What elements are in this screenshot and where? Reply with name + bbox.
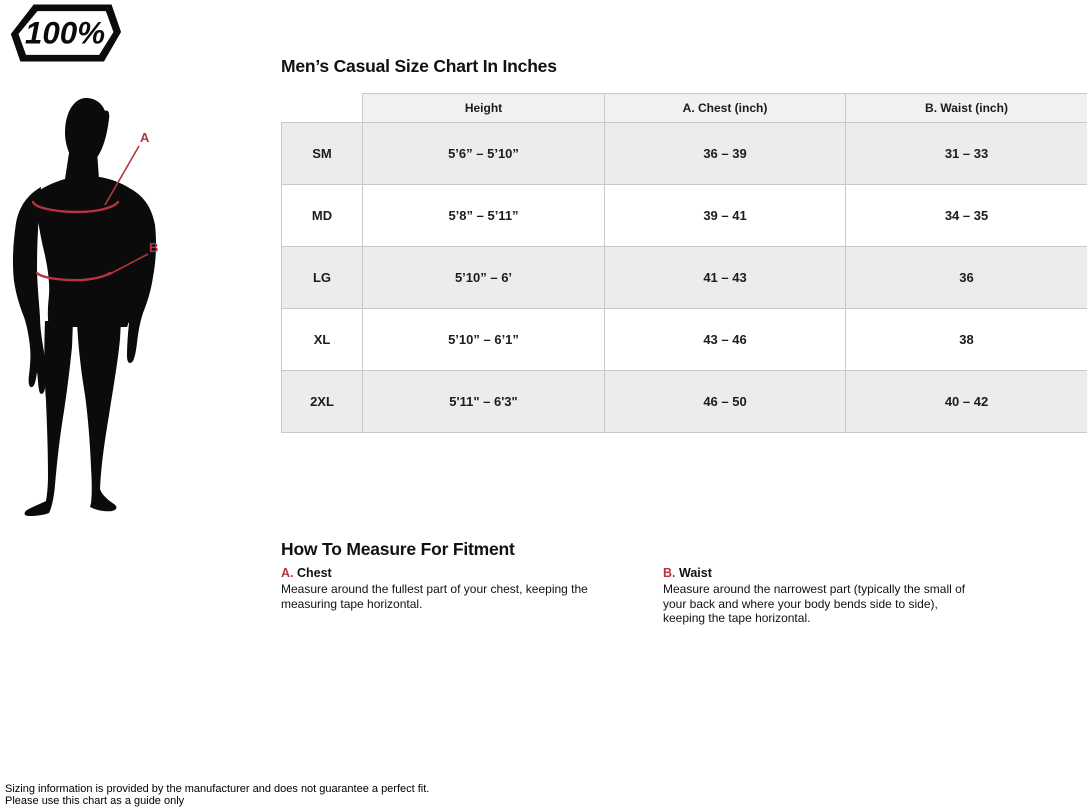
chest-column-header: A. Chest (inch) (605, 94, 846, 123)
size-label: SM (282, 123, 363, 185)
waist-value: 31 – 33 (846, 123, 1087, 185)
measure-waist-letter: B. (663, 566, 676, 580)
measure-item-chest (281, 566, 591, 611)
height-value: 5'11" – 6'3" (363, 371, 605, 433)
body-measurement-diagram (2, 92, 172, 523)
measure-chest-name: Chest (296, 566, 332, 580)
waist-value: 36 (846, 247, 1087, 309)
height-value: 5’10” – 6’ (363, 247, 605, 309)
waist-value: 34 – 35 (846, 185, 1087, 247)
size-chart-title: Men’s Casual Size Chart In Inches (281, 56, 557, 76)
measure-chest-description: Measure around the fullest part of your chest, keeping the measuring tape horizontal. (281, 582, 588, 611)
waist-marker-label: B (149, 240, 159, 255)
height-column-header: Height (363, 94, 605, 123)
height-value: 5’10” – 6’1” (363, 309, 605, 371)
size-row-sm (282, 123, 1087, 185)
brand-logo-icon (8, 2, 122, 64)
chest-value: 43 – 46 (605, 309, 846, 371)
waist-value: 38 (846, 309, 1087, 371)
height-value: 5’8” – 5’11” (363, 185, 605, 247)
chest-value: 46 – 50 (605, 371, 846, 433)
brand-logo (8, 2, 122, 69)
brand-logo-text: 100% (24, 15, 106, 51)
measure-waist-name: Waist (678, 566, 712, 580)
size-label: LG (282, 247, 363, 309)
size-table-header (282, 94, 1087, 123)
size-label: 2XL (282, 371, 363, 433)
size-table (281, 93, 1087, 433)
size-label: MD (282, 185, 363, 247)
size-label: XL (282, 309, 363, 371)
measure-section-title: How To Measure For Fitment (281, 539, 515, 559)
waist-value: 40 – 42 (846, 371, 1087, 433)
corner-header-cell (282, 94, 363, 123)
size-row-xl (282, 309, 1087, 371)
measure-chest-letter: A. (281, 566, 294, 580)
height-value: 5’6” – 5’10” (363, 123, 605, 185)
size-row-lg (282, 247, 1087, 309)
measure-chest-label (281, 566, 591, 580)
chest-value: 36 – 39 (605, 123, 846, 185)
disclaimer-line-2: Please use this chart as a guide only (5, 794, 185, 807)
measure-waist-label (663, 566, 973, 580)
chest-marker-label: A (140, 130, 150, 145)
male-silhouette-icon (2, 92, 172, 518)
measure-waist-description: Measure around the narrowest part (typically the small of your back and where your body bends side to side), keeping the tape horizontal. (663, 582, 966, 625)
waist-column-header: B. Waist (inch) (846, 94, 1087, 123)
size-table-body (282, 123, 1087, 433)
disclaimer (5, 784, 429, 807)
size-row-2xl (282, 371, 1087, 433)
measure-item-waist (663, 566, 973, 626)
chest-value: 41 – 43 (605, 247, 846, 309)
disclaimer-line-1: Sizing information is provided by the manufacturer and does not guarantee a perfect fit. (5, 783, 430, 795)
chest-value: 39 – 41 (605, 185, 846, 247)
size-row-md (282, 185, 1087, 247)
